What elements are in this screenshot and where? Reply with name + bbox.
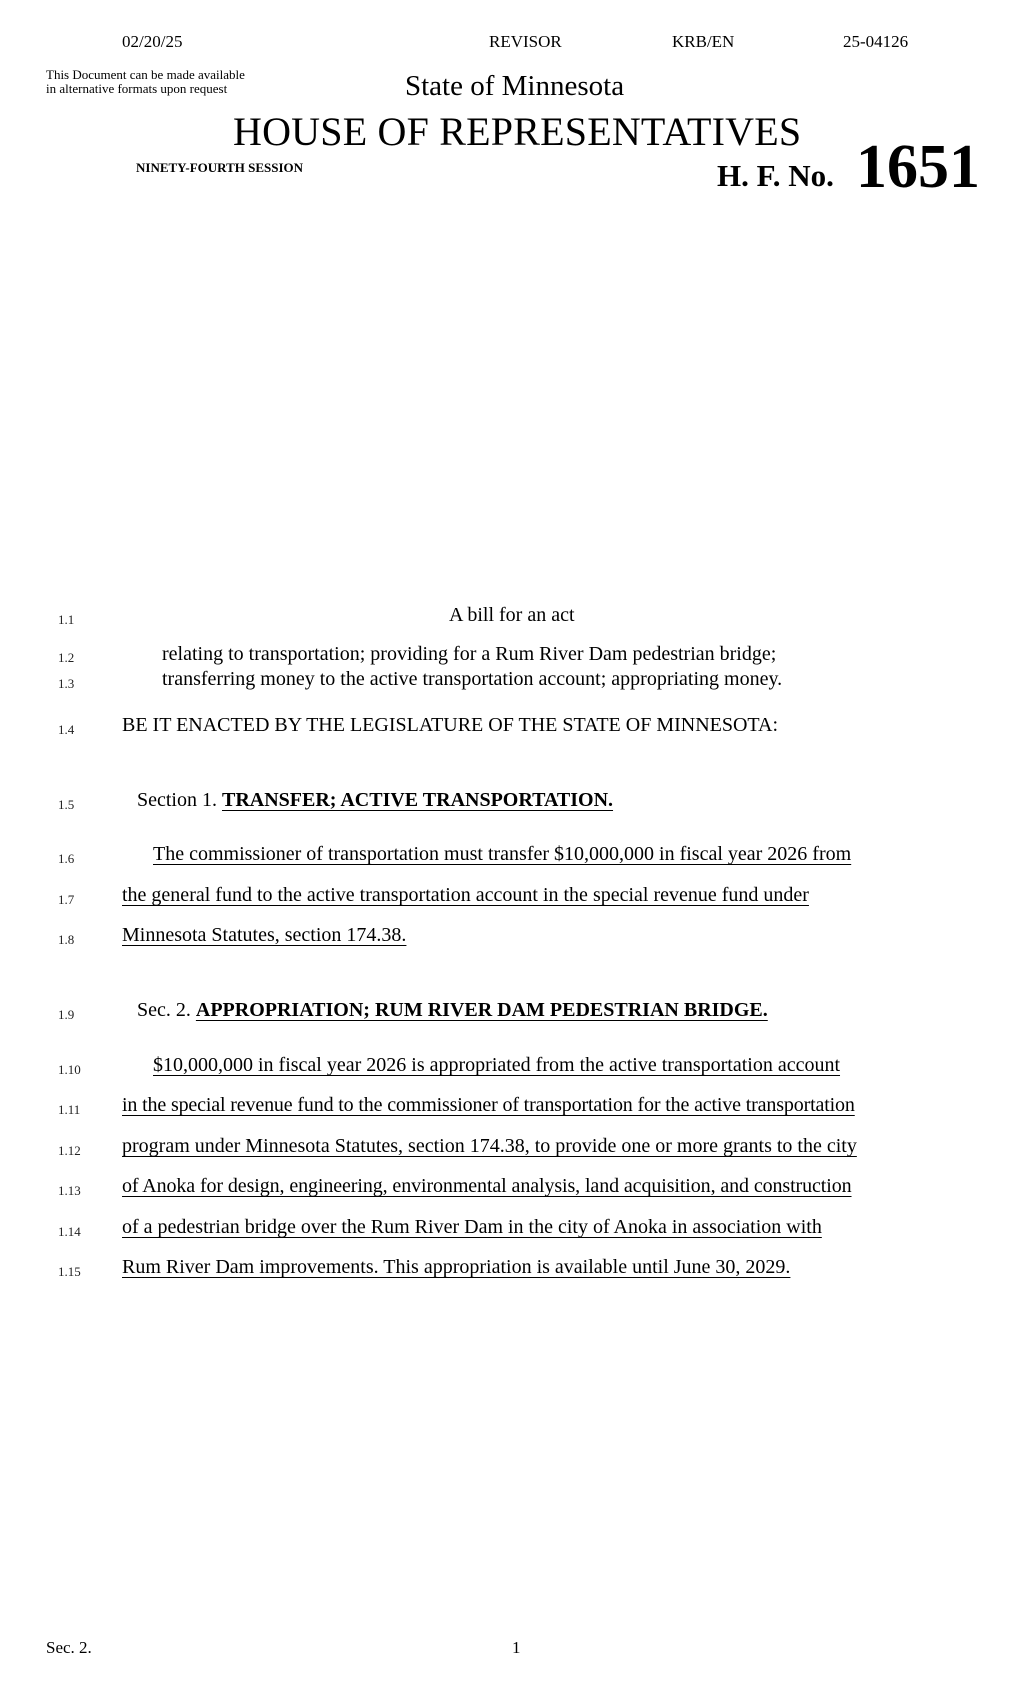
section-heading bbox=[137, 999, 768, 1022]
section-text-line: $10,000,000 in fiscal year 2026 is appropriated from the active transportation account bbox=[153, 1054, 841, 1076]
availability-note-line1: This Document can be made available bbox=[46, 67, 245, 82]
availability-note-line2: in alternative formats upon request bbox=[46, 81, 228, 96]
section-text-line: in the special revenue fund to the commissioner of transportation for the active transportation bbox=[122, 1094, 855, 1116]
house-title: HOUSE OF REPRESENTATIVES bbox=[233, 109, 802, 154]
bill-title-line: relating to transportation; providing for a Rum River Dam pedestrian bridge; bbox=[162, 643, 777, 665]
line-number: 1.3 bbox=[58, 676, 75, 691]
line-number: 1.9 bbox=[58, 1007, 75, 1022]
section-text-line: of Anoka for design, engineering, environmental analysis, land acquisition, and construction bbox=[122, 1175, 852, 1197]
bill-act-title: A bill for an act bbox=[449, 604, 575, 626]
line-number: 1.1 bbox=[58, 612, 75, 627]
line-number: 1.6 bbox=[58, 851, 75, 866]
enacting-clause: BE IT ENACTED BY THE LEGISLATURE OF THE STATE OF MINNESOTA: bbox=[122, 714, 779, 736]
line-number: 1.11 bbox=[58, 1102, 81, 1117]
hf-label: H. F. No. bbox=[717, 158, 834, 193]
header-doc-id: 25-04126 bbox=[843, 32, 909, 51]
bill-number: 1651 bbox=[856, 133, 980, 201]
section-text-line: program under Minnesota Statutes, section 174.38, to provide one or more grants to the city bbox=[122, 1135, 857, 1157]
state-title: State of Minnesota bbox=[405, 70, 625, 102]
section-text-line: The commissioner of transportation must transfer $10,000,000 in fiscal year 2026 from bbox=[153, 843, 852, 865]
section-text-line: the general fund to the active transportation account in the special revenue fund under bbox=[122, 884, 809, 906]
footer-page-number: 1 bbox=[512, 1638, 521, 1657]
availability-note bbox=[46, 68, 245, 96]
section-text-line: Minnesota Statutes, section 174.38. bbox=[122, 924, 407, 946]
bill-title-line: transferring money to the active transportation account; appropriating money. bbox=[162, 668, 783, 690]
line-number: 1.5 bbox=[58, 797, 75, 812]
footer-section: Sec. 2. bbox=[46, 1638, 92, 1657]
header-date: 02/20/25 bbox=[122, 32, 183, 51]
line-number: 1.12 bbox=[58, 1143, 81, 1158]
line-number: 1.2 bbox=[58, 650, 75, 665]
line-number: 1.15 bbox=[58, 1264, 81, 1279]
header-initials: KRB/EN bbox=[672, 32, 735, 51]
section-heading bbox=[137, 789, 613, 812]
section-title: APPROPRIATION; RUM RIVER DAM PEDESTRIAN BRIDGE. bbox=[195, 999, 768, 1021]
line-number: 1.8 bbox=[58, 932, 75, 947]
header-revisor: REVISOR bbox=[489, 32, 562, 51]
line-number: 1.13 bbox=[58, 1183, 81, 1198]
session-label: NINETY-FOURTH SESSION bbox=[136, 160, 304, 175]
line-number: 1.10 bbox=[58, 1062, 81, 1077]
section-text-line: of a pedestrian bridge over the Rum River Dam in the city of Anoka in association with bbox=[122, 1216, 822, 1238]
section-prefix: Section 1. bbox=[137, 789, 222, 811]
section-prefix: Sec. 2. bbox=[137, 999, 196, 1021]
line-number: 1.14 bbox=[58, 1224, 81, 1239]
section-title: TRANSFER; ACTIVE TRANSPORTATION. bbox=[222, 789, 614, 811]
line-number: 1.7 bbox=[58, 892, 75, 907]
line-number: 1.4 bbox=[58, 722, 75, 737]
section-text-line: Rum River Dam improvements. This appropriation is available until June 30, 2029. bbox=[122, 1256, 791, 1278]
